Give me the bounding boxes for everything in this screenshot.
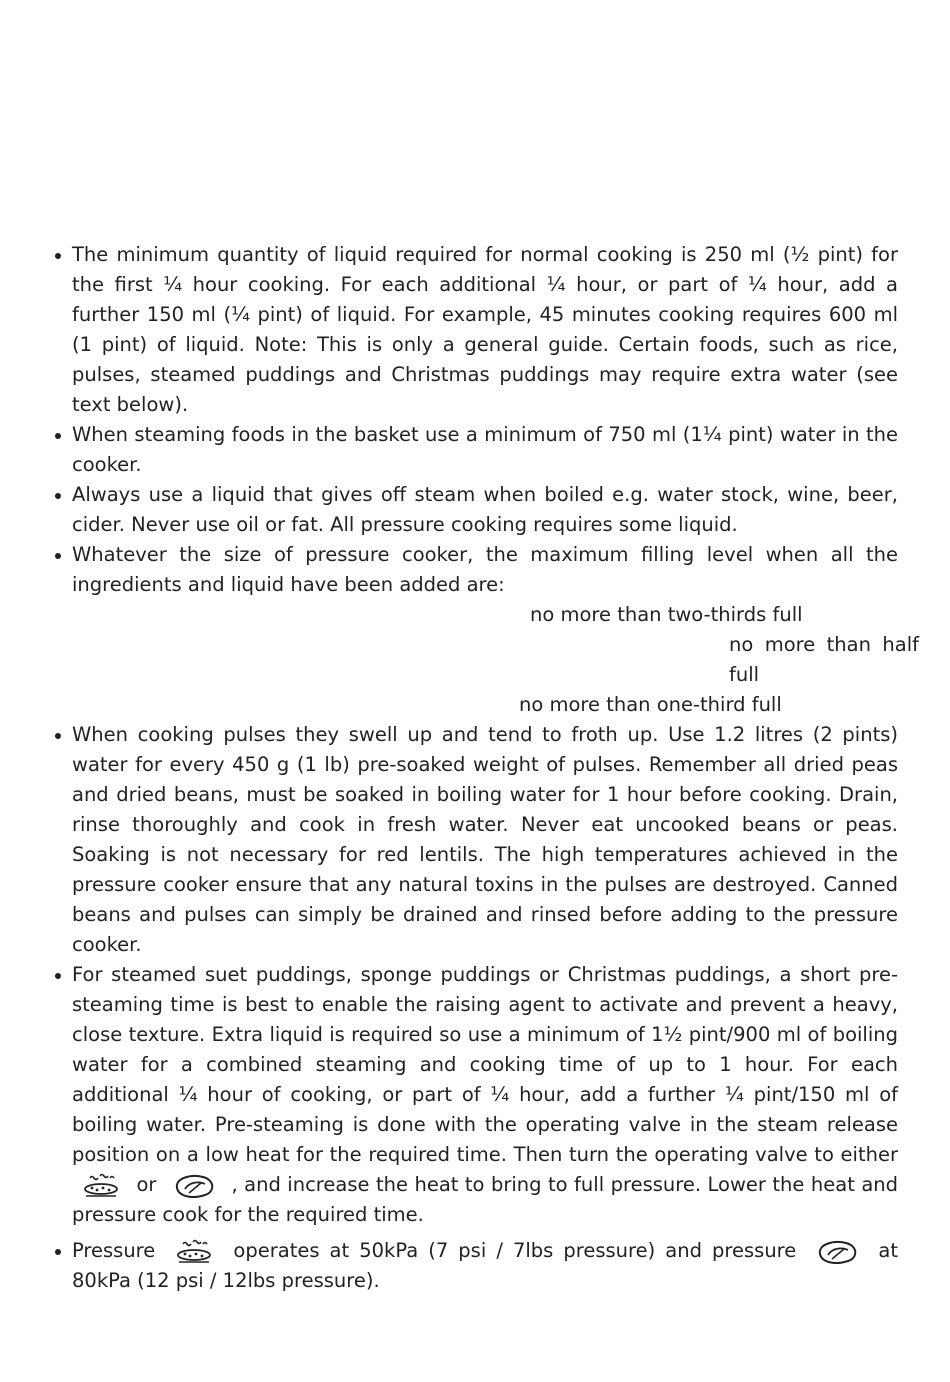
list-item <box>52 1236 898 1296</box>
puddings-text: For steamed suet puddings, sponge puddings or Christmas puddings, a short pre-steaming time is best to enable the raising agent to activate and prevent a heavy, close texture. Extra liquid is required so use a minimum of 1½ pint/900 ml of boiling water for a combined steaming and cooking time of up to 1 hour. For each additional ¼ hour of cooking, or part of ¼ hour, add a further ¼ pint/150 ml of boiling water. Pre-steaming is done with the operating valve in the steam release position on a low heat for the required time. Then turn the operating valve to either <box>72 963 898 1166</box>
pulses-text: When cooking pulses they swell up and tend to froth up. Use 1.2 litres (2 pints) water for every 450 g (1 lb) pre-soaked weight of pulses. Remember all dried peas and dried beans, must be soaked in boiling water for 1 hour before cooking. Drain, rinse thoroughly and cook in fresh water. Never eat uncooked beans or peas. Soaking is not necessary for red lentils. The high temperatures achieved in the pressure cooker ensure that any natural toxins in the pulses are destroyed. Canned beans and pulses can simply be drained and rinsed before adding to the pressure cooker. <box>72 723 898 956</box>
filling-levels <box>72 600 919 720</box>
list-item <box>52 960 898 1230</box>
pressure-text-start: Pressure <box>72 1239 156 1262</box>
pressure-text-end: at 80kPa (12 psi / 12lbs pressure). <box>72 1239 899 1292</box>
puddings-text-end: , and increase the heat to bring to full pressure. Lower the heat and pressure cook for the required time. <box>72 1173 899 1226</box>
liquid-quantity-text: The minimum quantity of liquid required for normal cooking is 250 ml (½ pint) for the first ¼ hour cooking. For each additional ¼ hour, or part of ¼ hour, add a further 150 ml (¼ pint) of liquid. For example, 45 minutes cooking requires 600 ml (1 pint) of liquid. Note: This is only a general guide. Certain foods, such as rice, pulses, steamed puddings and Christmas puddings may require extra water (see text below). <box>72 243 898 416</box>
meat-icon <box>814 1238 860 1266</box>
instruction-list <box>52 240 919 1296</box>
fill-level-one-third: no more than one-third full <box>519 693 782 716</box>
meat-icon <box>171 1172 217 1200</box>
list-item <box>52 240 898 420</box>
list-item <box>52 540 919 720</box>
list-item <box>52 480 898 540</box>
steaming-basket-text: When steaming foods in the basket use a minimum of 750 ml (1¼ pint) water in the cooker. <box>72 423 898 476</box>
liquid-type-text: Always use a liquid that gives off steam when boiled e.g. water stock, wine, beer, cider. Never use oil or fat. All pressure cooking requires some liquid. <box>72 483 898 536</box>
pressure-text-middle: operates at 50kPa (7 psi / 7lbs pressure) and pressure <box>233 1239 797 1262</box>
steam-vegetables-icon <box>80 1172 122 1200</box>
fill-level-two-thirds: no more than two-thirds full <box>530 603 803 626</box>
filling-level-text: Whatever the size of pressure cooker, the maximum filling level when all the ingredients and liquid have been added are: <box>72 543 898 596</box>
or-text: or <box>136 1173 157 1196</box>
fill-level-half: no more than half full <box>729 633 919 686</box>
steam-vegetables-icon <box>173 1238 215 1266</box>
list-item <box>52 420 898 480</box>
list-item <box>52 720 898 960</box>
